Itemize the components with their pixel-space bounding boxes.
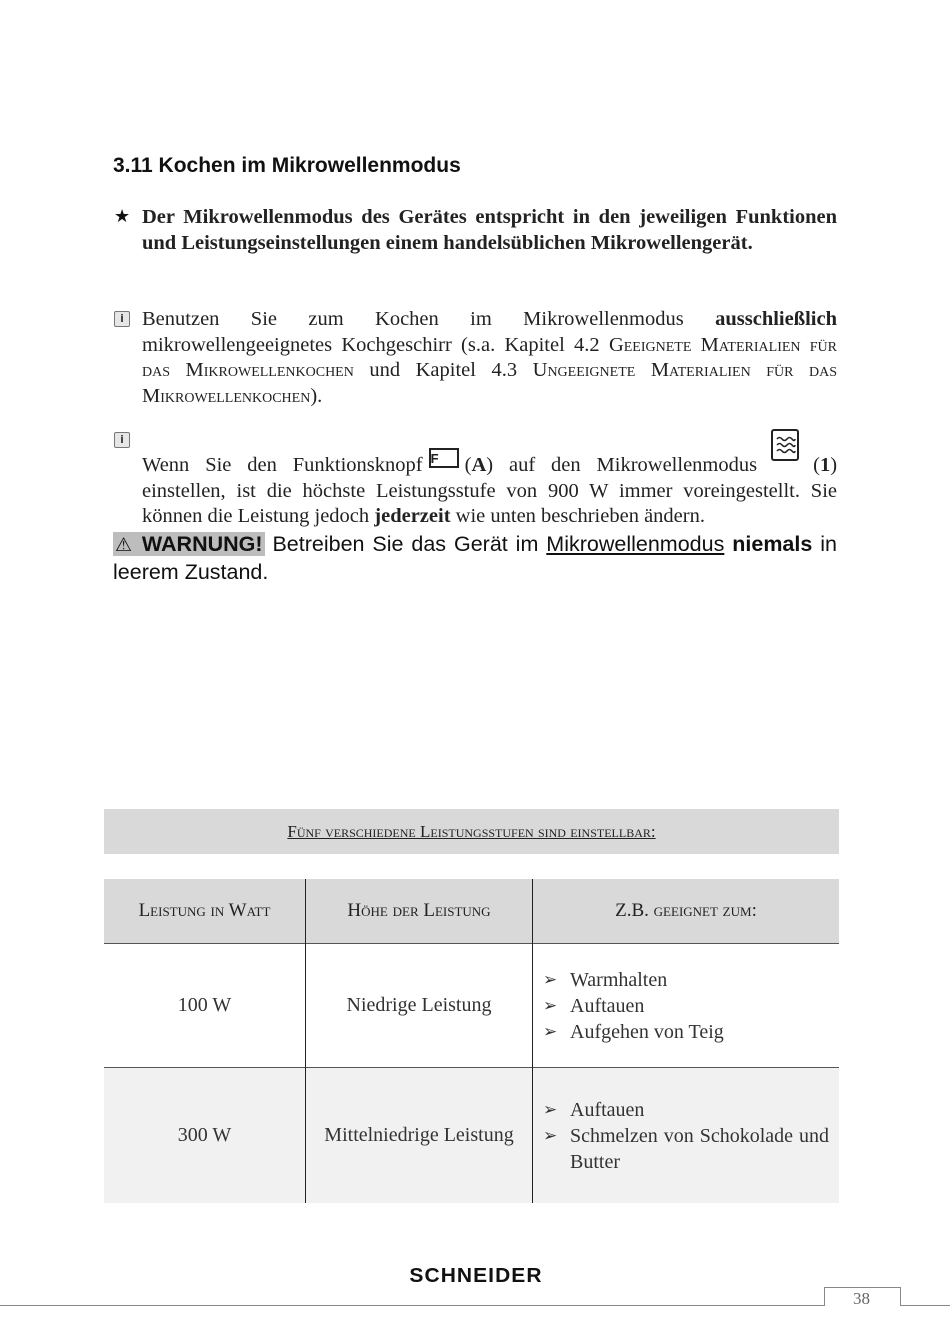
power-levels-banner: Fünf verschiedene Leistungsstufen sind einstellbar: (104, 809, 839, 854)
cookware-note-text: und Kapitel 4.3 (353, 359, 533, 381)
arrow-bullet-icon: ➢ (543, 1099, 558, 1120)
cell-watt: 100 W (104, 944, 306, 1068)
cell-level: Mittelniedrige Leistung (306, 1068, 533, 1204)
cell-uses (533, 1068, 840, 1204)
cookware-note-bold: ausschließlich (715, 308, 837, 330)
cookware-note-text: Benutzen Sie zum Kochen im Mikrowellenmodus (142, 308, 716, 330)
function-knob-note (142, 429, 837, 530)
cell-uses (533, 944, 840, 1068)
info-icon: i (114, 432, 130, 448)
knob-note-text: ) auf den Mikrowellenmodus (486, 454, 758, 476)
arrow-bullet-icon: ➢ (543, 1021, 558, 1042)
knob-note-text: ) einstellen, ist die höchste Leistungsstufe von 900 W immer voreingestellt. Sie können die Leistung jedoch (142, 454, 838, 527)
cookware-note-text: ). (310, 384, 323, 407)
table-row (104, 1068, 839, 1204)
warning-label (113, 532, 265, 556)
list-item (543, 967, 829, 993)
list-item (543, 1097, 829, 1123)
chapter-ref-4-2: Geeignete Materialien für das Mikrowellenkochen (142, 333, 837, 381)
function-knob-f-icon: F (429, 448, 459, 468)
cookware-note (142, 307, 837, 409)
knob-note-bold: jederzeit (374, 505, 451, 527)
arrow-bullet-icon: ➢ (543, 969, 558, 990)
warning-label-text: WARNUNG! (141, 532, 263, 556)
cell-watt: 300 W (104, 1068, 306, 1204)
arrow-bullet-icon: ➢ (543, 995, 558, 1016)
warning-text: Betreiben Sie das Gerät im (264, 532, 547, 556)
warning-bold: niemals (732, 532, 813, 556)
table-row (104, 944, 839, 1068)
star-icon: ★ (114, 206, 131, 226)
footer-divider (0, 1305, 950, 1306)
knob-note-text: ( (464, 454, 472, 476)
list-item-text: Aufgehen von Teig (570, 1020, 724, 1043)
chapter-ref-4-3: Ungeeignete Materialien für das Mikrowellenkochen (142, 359, 837, 407)
microwave-mode-note: Der Mikrowellenmodus des Gerätes entspricht in den jeweiligen Funktionen und Leistungseinstellungen einem handelsüblichen Mikrowellengerät. (142, 206, 837, 254)
list-item-text: Auftauen (570, 994, 645, 1017)
list-item (543, 993, 829, 1019)
section-title: 3.11 Kochen im Mikrowellenmodus (113, 154, 461, 177)
list-item-text: Schmelzen von Schokolade und Butter (570, 1124, 829, 1173)
list-item-text: Warmhalten (570, 968, 668, 991)
info-icon: i (114, 311, 130, 327)
header-watt: Leistung in Watt (104, 879, 306, 944)
header-level: Höhe der Leistung (306, 879, 533, 944)
cookware-note-text: mikrowellengeeignetes Kochgeschirr (s.a. Kapitel 4.2 (142, 333, 609, 356)
list-item-text: Auftauen (570, 1098, 645, 1121)
knob-note-text: wie unten beschrieben ändern. (450, 505, 705, 527)
knob-note-text: Wenn Sie den Funktionsknopf (142, 454, 423, 476)
header-uses: Z.B. geeignet zum: (533, 879, 840, 944)
warning-triangle-icon: ⚠ (115, 534, 134, 556)
microwave-wave-icon (771, 429, 799, 461)
knob-note-bold: A (471, 454, 487, 476)
brand-logo: SCHNEIDER (409, 1265, 543, 1287)
knob-note-bold: 1 (819, 454, 831, 476)
page-number: 38 (853, 1289, 870, 1308)
power-levels-table (104, 879, 839, 1203)
table-header-row (104, 879, 839, 944)
arrow-bullet-icon: ➢ (543, 1125, 558, 1146)
cell-level: Niedrige Leistung (306, 944, 533, 1068)
warning-block (113, 531, 837, 586)
warning-underlined: Mikrowellenmodus (546, 532, 725, 556)
knob-note-text: ( (813, 454, 820, 476)
list-item (543, 1019, 829, 1045)
warning-text: in leerem Zustand. (113, 532, 837, 584)
list-item (543, 1123, 829, 1175)
